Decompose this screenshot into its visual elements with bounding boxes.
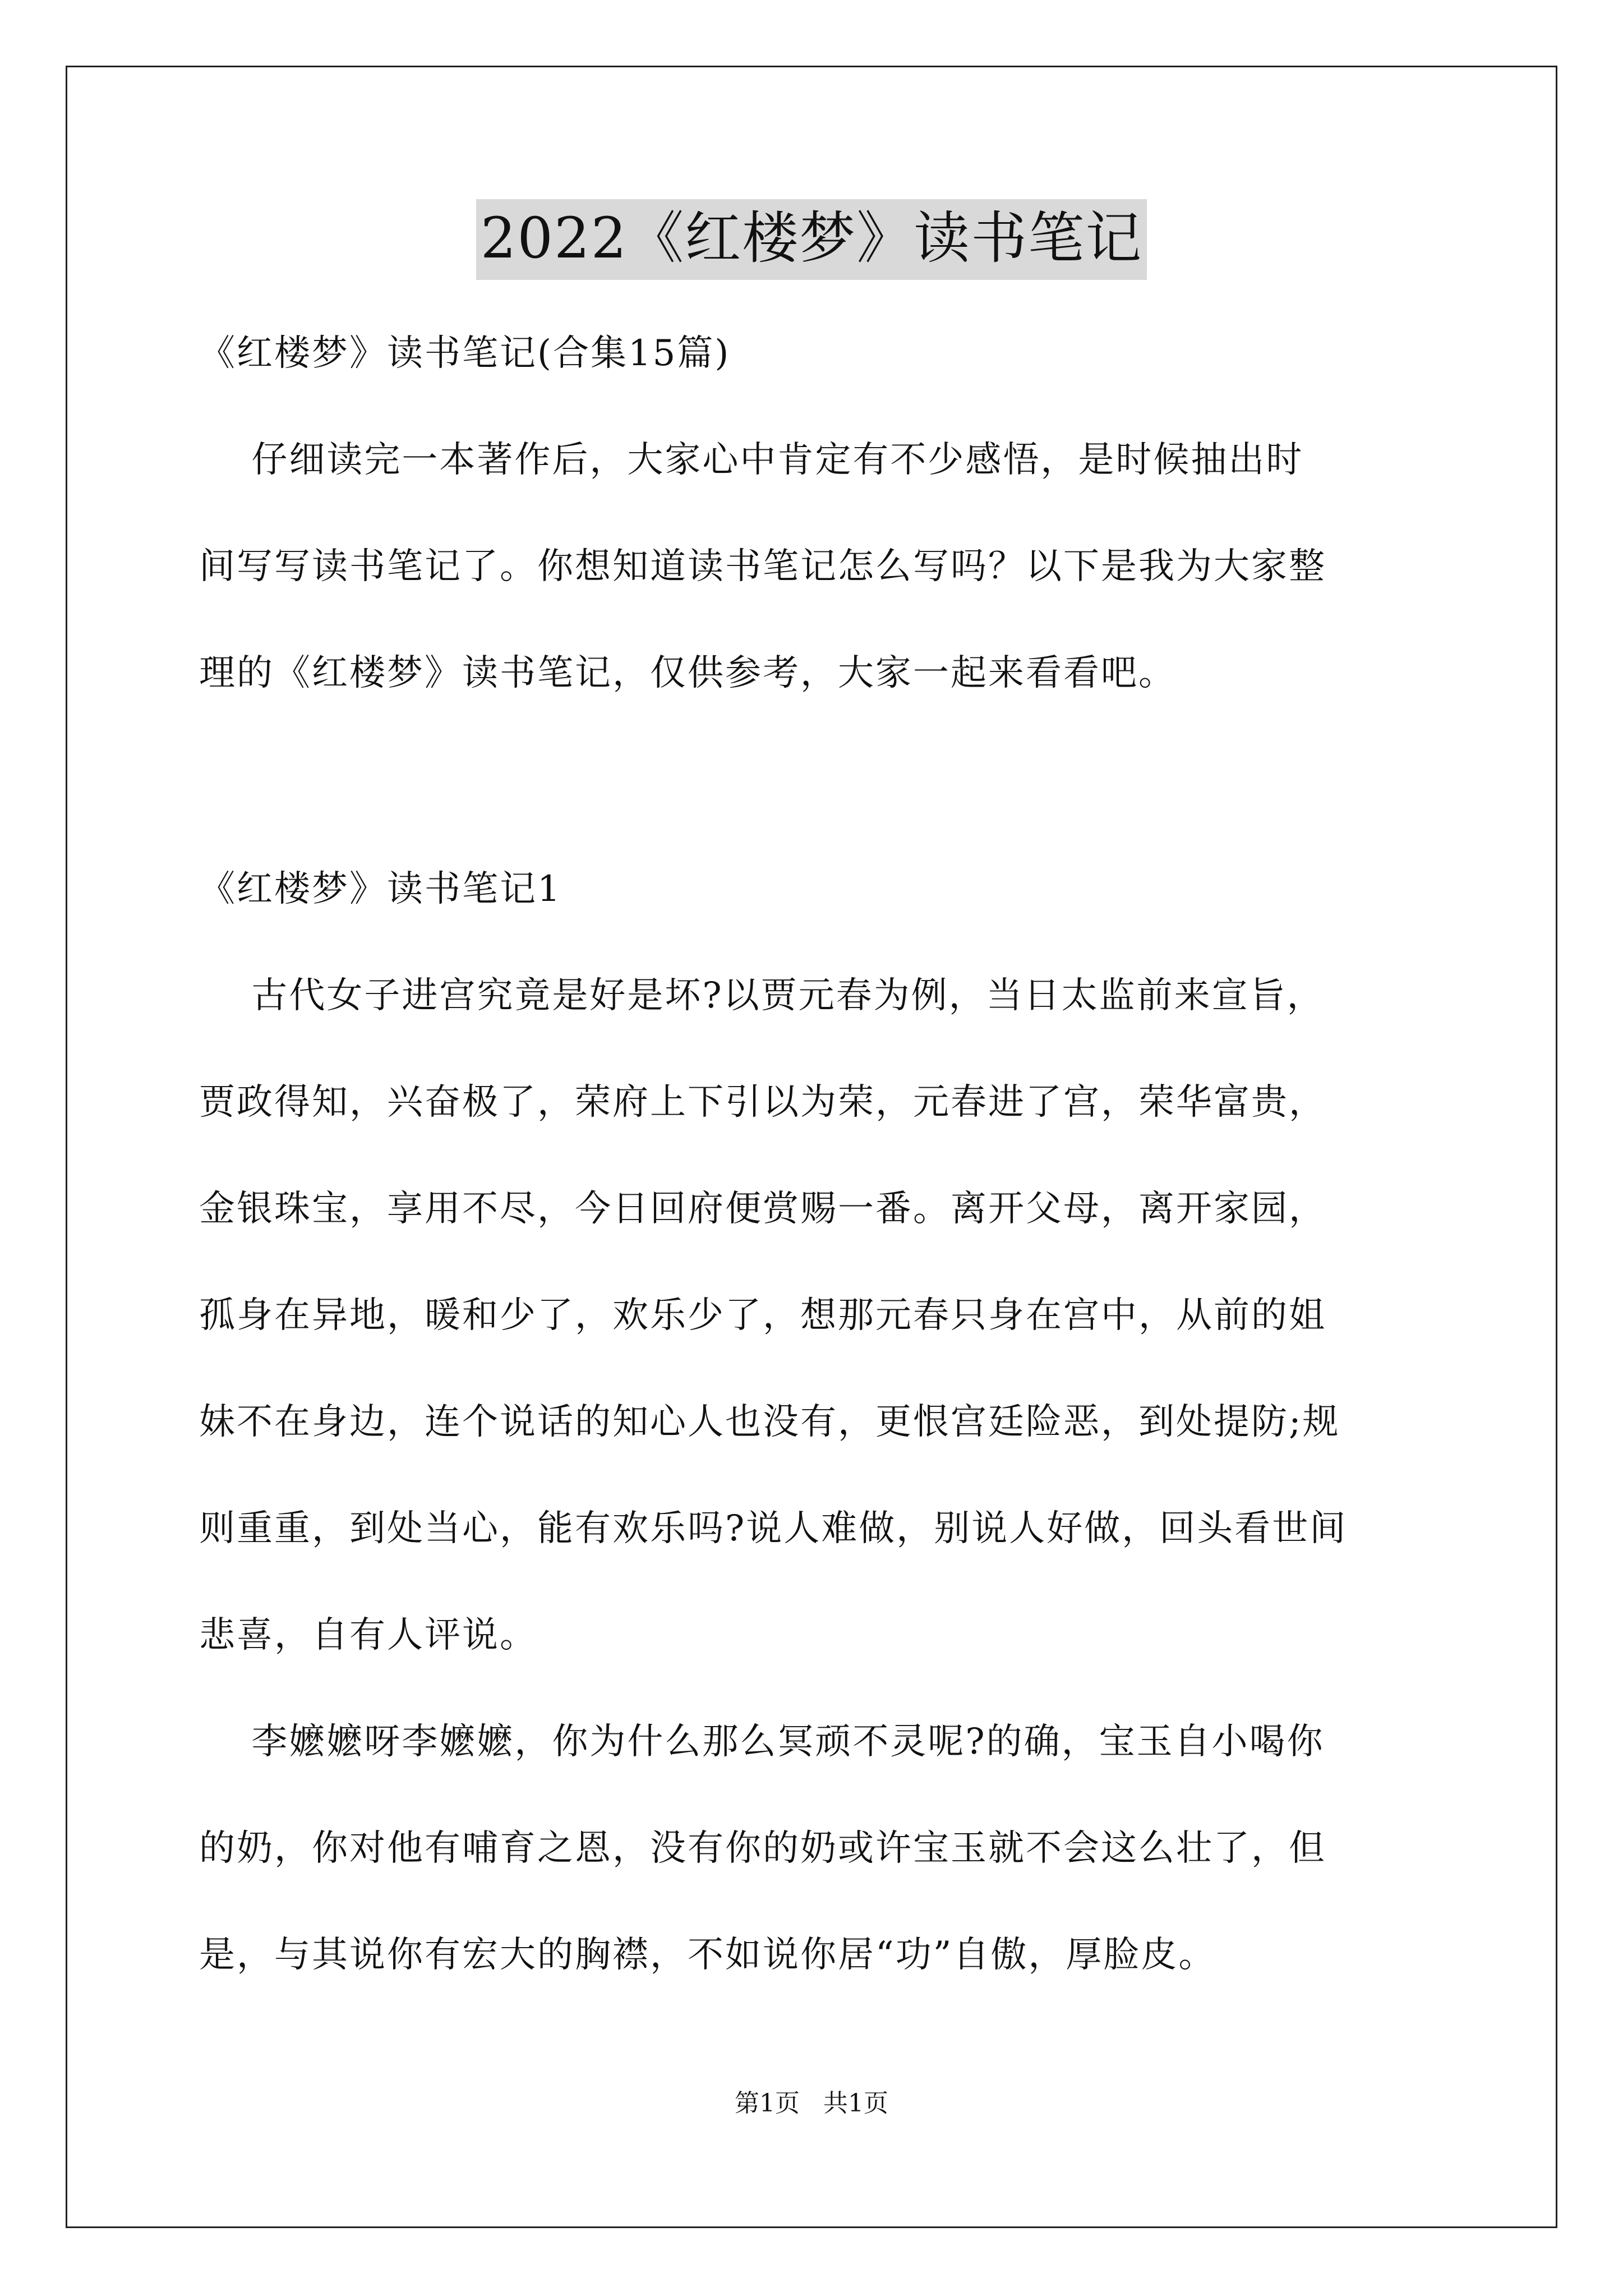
section-heading: 《红楼梦》读书笔记1	[199, 868, 562, 910]
page-footer	[0, 2087, 1623, 2120]
section-spacer	[199, 726, 1478, 836]
intro-line: 间写写读书笔记了。你想知道读书笔记怎么写吗？以下是我为大家整	[199, 546, 1326, 587]
paragraph-line: 则重重，到处当心，能有欢乐吗?说人难做，别说人好做，回头看世间	[199, 1508, 1348, 1549]
title-container	[0, 199, 1623, 280]
paragraph-line: 悲喜，自有人评说。	[199, 1614, 537, 1656]
paragraph-2	[199, 1688, 1478, 2008]
paragraph-line: 古代女子进宫究竟是好是坏?以贾元春为例，当日太监前来宣旨，	[199, 975, 1325, 1016]
paragraph-line: 李嬷嬷呀李嬷嬷，你为什么那么冥顽不灵呢?的确，宝玉自小喝你	[199, 1721, 1325, 1763]
paragraph-line: 贾政得知，兴奋极了，荣府上下引以为荣，元春进了宫，荣华富贵，	[199, 1082, 1326, 1123]
document-title: 2022《红楼梦》读书笔记	[476, 199, 1147, 280]
subtitle: 《红楼梦》读书笔记(合集15篇)	[199, 333, 731, 374]
paragraph-1	[199, 942, 1478, 1688]
paragraph-line: 金银珠宝，享用不尽，今日回府便赏赐一番。离开父母，离开家园，	[199, 1188, 1326, 1230]
intro-line: 仔细读完一本著作后，大家心中肯定有不少感悟，是时候抽出时	[199, 439, 1304, 481]
paragraph-line: 孤身在异地，暖和少了，欢乐少了，想那元春只身在宫中，从前的姐	[199, 1295, 1326, 1336]
footer-separator	[800, 2089, 823, 2118]
intro-line: 理的《红楼梦》读书笔记，仅供参考，大家一起来看看吧。	[199, 652, 1176, 694]
document-body	[199, 300, 1478, 2008]
page-total: 共1页	[823, 2089, 888, 2118]
page-number: 第1页	[735, 2089, 800, 2118]
intro-paragraph	[199, 407, 1478, 726]
paragraph-line: 的奶，你对他有哺育之恩，没有你的奶或许宝玉就不会这么壮了，但	[199, 1828, 1326, 1869]
paragraph-line: 妹不在身边，连个说话的知心人也没有，更恨宫廷险恶，到处提防;规	[199, 1401, 1340, 1443]
paragraph-line: 是，与其说你有宏大的胸襟，不如说你居“功”自傲，厚脸皮。	[199, 1934, 1216, 1976]
